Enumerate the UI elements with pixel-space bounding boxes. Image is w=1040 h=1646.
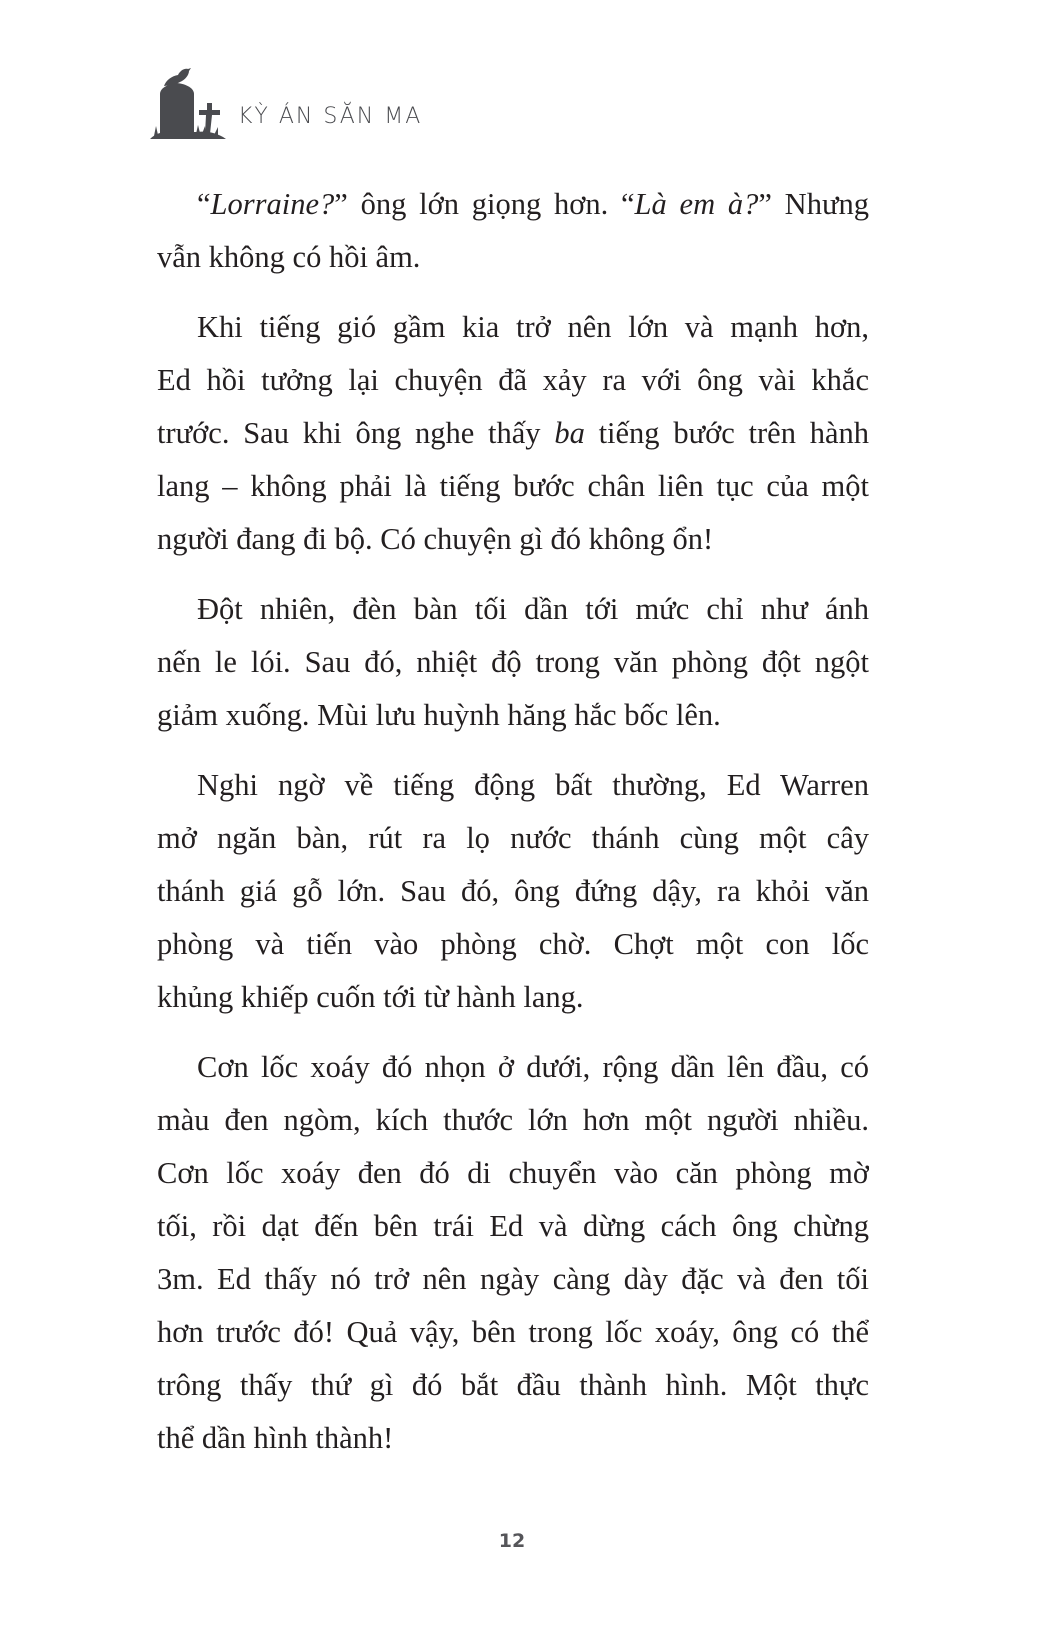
text-segment: Khi tiếng gió gầm kia trở nên lớn và mạnh hơn,: [197, 310, 869, 344]
text-line: [157, 812, 869, 865]
text-line: [157, 1306, 869, 1359]
book-title: KỲ ÁN SĂN MA: [238, 104, 423, 129]
text-line: [157, 513, 869, 566]
text-segment: giảm xuống. Mùi lưu huỳnh hăng hắc bốc lên.: [157, 698, 721, 732]
text-line: [157, 1147, 869, 1200]
gravestone-crow-icon: [150, 58, 232, 140]
text-line: [157, 1359, 869, 1412]
text-line: [157, 354, 869, 407]
text-segment: trước. Sau khi ông nghe thấy: [157, 416, 555, 450]
body-text: [157, 178, 869, 1482]
paragraph: [157, 583, 869, 742]
text-line: [157, 460, 869, 513]
text-line: [157, 178, 869, 231]
paragraph: [157, 301, 869, 566]
text-segment: Nghi ngờ về tiếng động bất thường, Ed Warren: [197, 768, 869, 802]
text-line: [157, 1041, 869, 1094]
text-segment: Cơn lốc xoáy đen đó di chuyển vào căn phòng mờ: [157, 1156, 869, 1190]
text-segment: thể dần hình thành!: [157, 1421, 394, 1455]
italic-text: Là em à?: [634, 187, 759, 221]
text-segment: Cơn lốc xoáy đó nhọn ở dưới, rộng dần lên đầu, có: [197, 1050, 869, 1084]
running-header: [150, 58, 450, 142]
text-line: [157, 1094, 869, 1147]
text-line: [157, 1200, 869, 1253]
page-number: 12: [498, 1530, 526, 1552]
paragraph: [157, 178, 869, 284]
text-segment: màu đen ngòm, kích thước lớn hơn một người nhiều.: [157, 1103, 869, 1137]
text-line: [157, 583, 869, 636]
text-line: [157, 1412, 869, 1465]
text-line: [157, 971, 869, 1024]
italic-text: Lorraine?: [210, 187, 335, 221]
text-segment: hơn trước đó! Quả vậy, bên trong lốc xoáy, ông có thể: [157, 1315, 869, 1349]
text-line: [157, 231, 869, 284]
text-segment: vẫn không có hồi âm.: [157, 240, 421, 274]
text-segment: 3m. Ed thấy nó trở nên ngày càng dày đặc và đen tối: [157, 1262, 869, 1296]
text-segment: khủng khiếp cuốn tới từ hành lang.: [157, 980, 584, 1014]
text-line: [157, 759, 869, 812]
text-segment: trông thấy thứ gì đó bắt đầu thành hình. Một thực: [157, 1368, 869, 1402]
text-segment: mở ngăn bàn, rút ra lọ nước thánh cùng một cây: [157, 821, 869, 855]
text-segment: tối, rồi dạt đến bên trái Ed và dừng cách ông chừng: [157, 1209, 869, 1243]
text-segment: ” Nhưng: [758, 187, 869, 221]
text-segment: lang – không phải là tiếng bước chân liên tục của một: [157, 469, 869, 503]
text-segment: tiếng bước trên hành: [584, 416, 869, 450]
text-segment: phòng và tiến vào phòng chờ. Chợt một con lốc: [157, 927, 869, 961]
italic-text: ba: [554, 416, 585, 450]
text-segment: Ed hồi tưởng lại chuyện đã xảy ra với ông vài khắc: [157, 363, 869, 397]
text-segment: Đột nhiên, đèn bàn tối dần tới mức chỉ như ánh: [197, 592, 869, 626]
text-line: [157, 301, 869, 354]
text-segment: thánh giá gỗ lớn. Sau đó, ông đứng dậy, ra khỏi văn: [157, 874, 869, 908]
text-segment: ” ông lớn giọng hơn. “: [334, 187, 635, 221]
text-line: [157, 1253, 869, 1306]
paragraph: [157, 1041, 869, 1465]
text-line: [157, 865, 869, 918]
paragraph: [157, 759, 869, 1024]
text-segment: người đang đi bộ. Có chuyện gì đó không ổn!: [157, 522, 714, 556]
text-line: [157, 407, 869, 460]
text-line: [157, 918, 869, 971]
text-segment: nến le lói. Sau đó, nhiệt độ trong văn phòng đột ngột: [157, 645, 869, 679]
text-line: [157, 636, 869, 689]
text-line: [157, 689, 869, 742]
text-segment: “: [197, 187, 211, 221]
